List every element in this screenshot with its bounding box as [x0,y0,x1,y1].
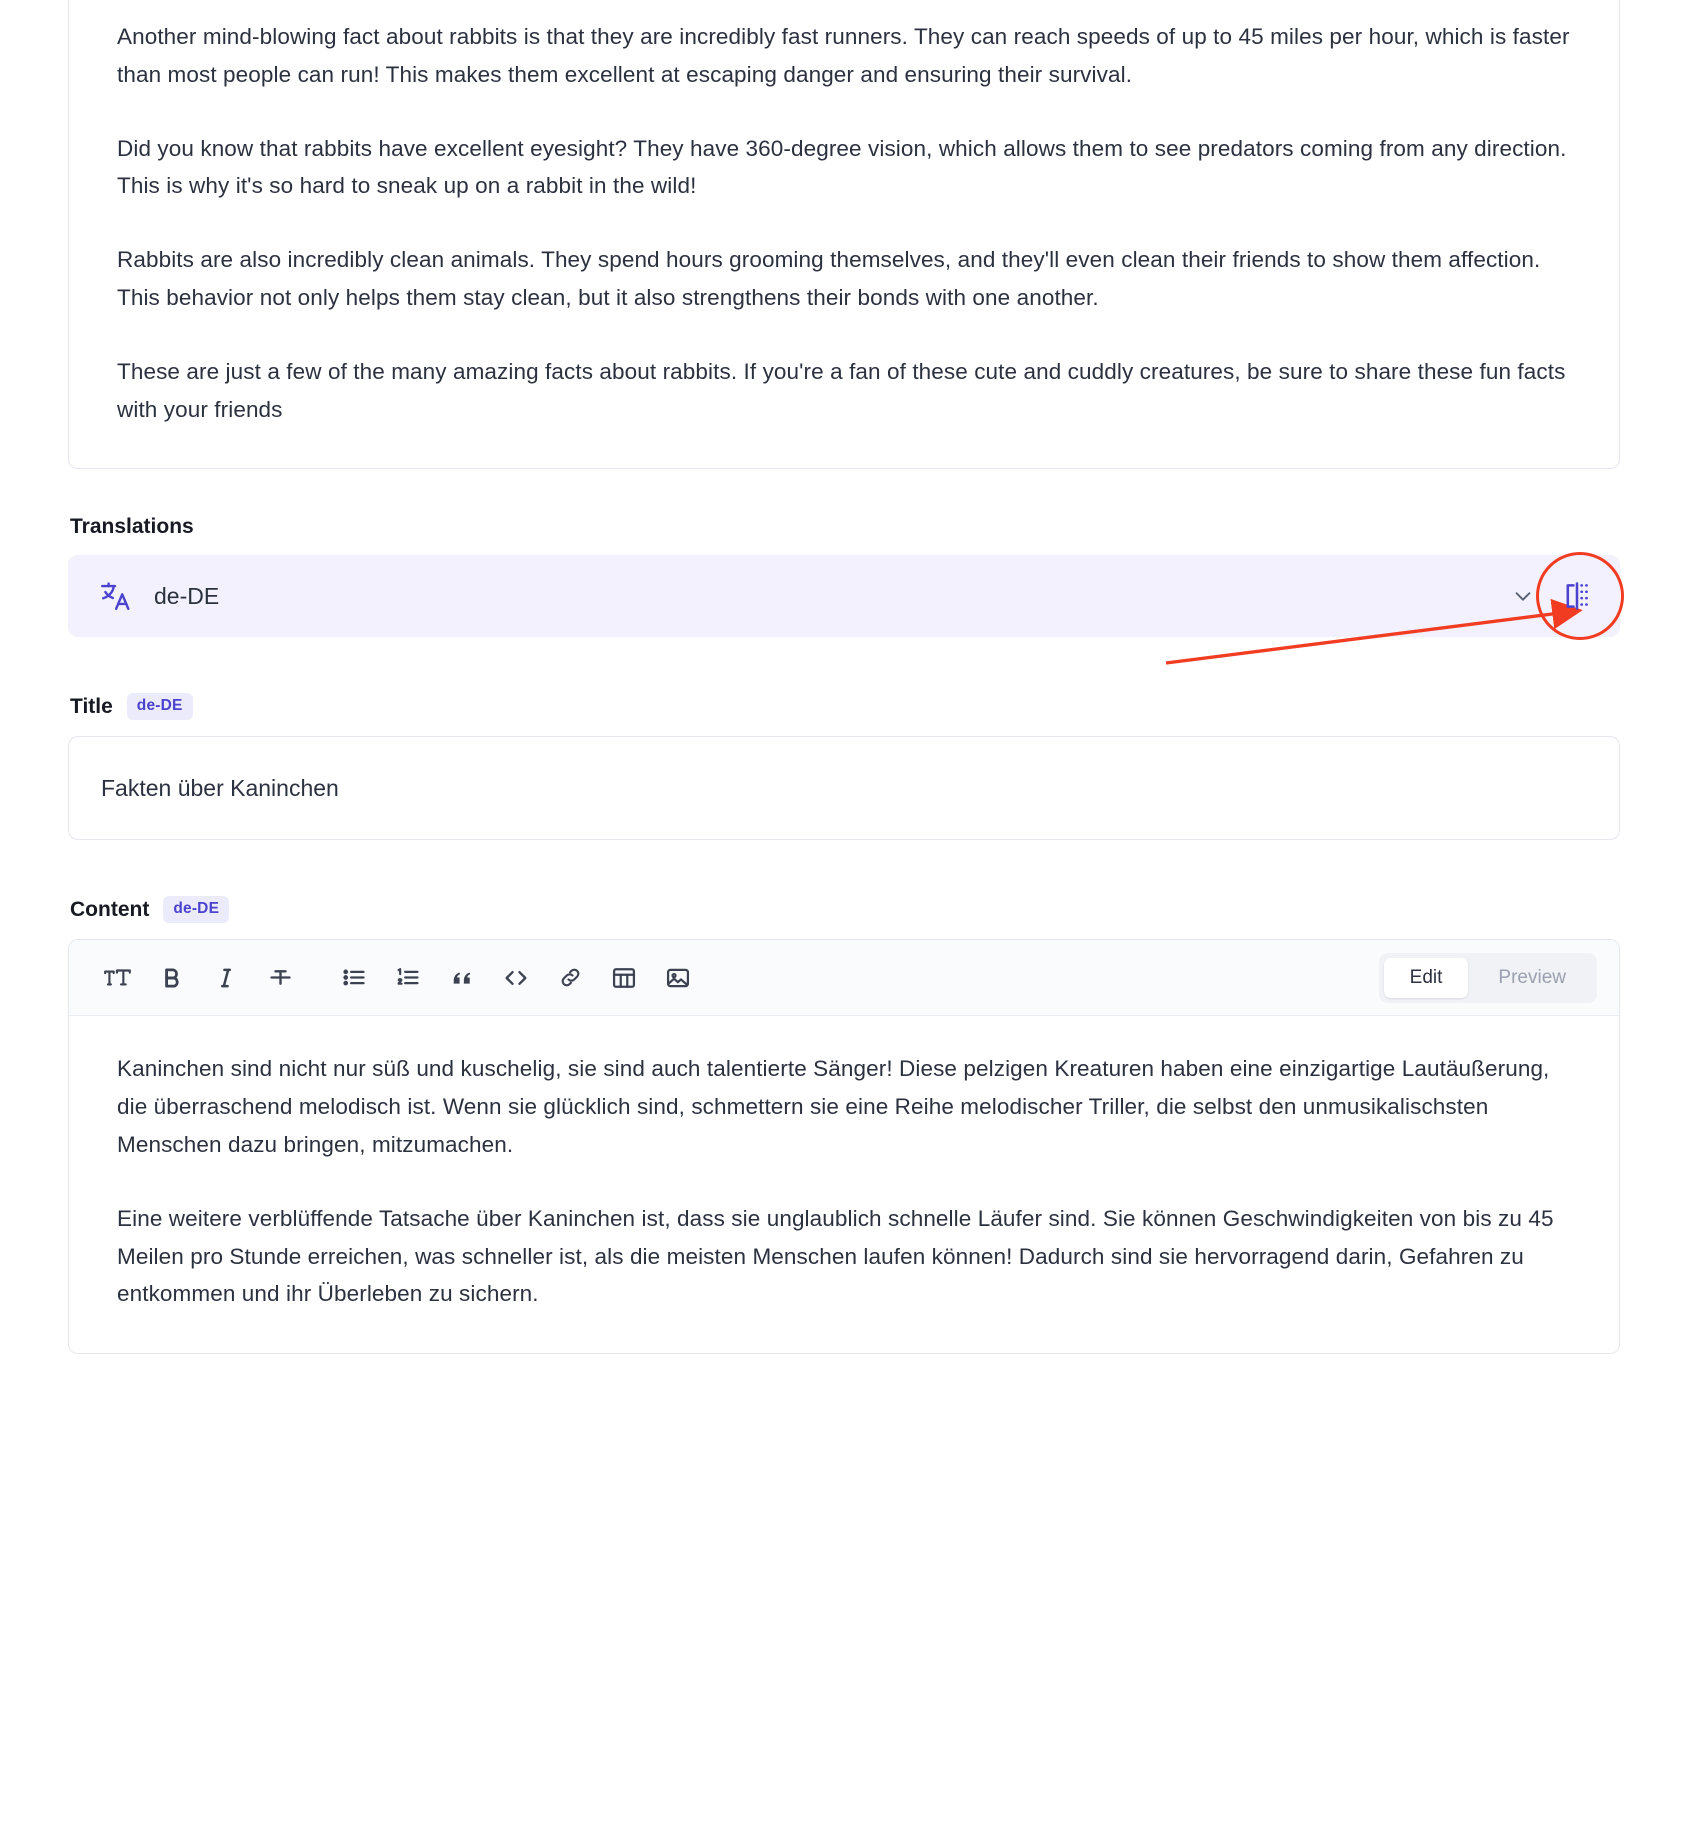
title-locale-badge: de-DE [127,693,193,720]
italic-icon[interactable] [203,955,249,1001]
bold-icon[interactable] [149,955,195,1001]
title-field-label-row [70,693,1620,720]
title-field-label: Title [70,694,113,718]
chevron-down-icon[interactable] [1512,585,1534,607]
content-locale-badge: de-DE [163,896,229,923]
translations-heading [70,515,1620,539]
split-view-icon[interactable] [1560,579,1594,613]
content-editor [68,939,1620,1354]
text-size-icon[interactable] [95,955,141,1001]
blockquote-icon[interactable] [439,955,485,1001]
table-icon[interactable] [601,955,647,1001]
content-paragraph: Eine weitere verblüffende Tatsache über Kaninchen ist, dass sie unglaublich schnelle Läufer sind. Sie können Geschwindigkeiten von bis zu 45 Meilen pro Stunde erreichen, was schneller ist, als die meisten Menschen laufen können! Dadurch sind sie hervorragend darin, Gefahren zu entkommen und ihr Überleben zu sichern. [117,1205,1554,1307]
content-paragraph: Kaninchen sind nicht nur süß und kuschelig, sie sind auch talentierte Sänger! Diese pelzigen Kreaturen haben eine einzigartige Lautäußerung, die überraschend melodisch ist. Wenn sie glücklich sind, schmettern sie eine Reihe melodischer Triller, die selbst den unmusikalischsten Menschen dazu bringen, mitzumachen. [117,1056,1550,1157]
source-paragraph: These are just a few of the many amazing facts about rabbits. If you're a fan of these cute and cuddly creatures, be sure to share these fun facts with your friends [117,358,1566,422]
source-paragraph: Did you know that rabbits have excellent eyesight? They have 360-degree vision, which allows them to see predators coming from any direction. This is why it's so hard to sneak up on a rabbit in the wild! [117,135,1567,199]
content-field-label: Content [70,897,150,921]
code-icon[interactable] [493,955,539,1001]
translations-heading-label: Translations [70,515,194,539]
selected-locale-label: de-DE [154,582,220,609]
source-paragraph: Another mind-blowing fact about rabbits is that they are incredibly fast runners. They can reach speeds of up to 45 miles per hour, which is faster than most people can run! This makes them excellent at escaping danger and ensuring their survival. [117,24,1570,87]
source-paragraph: Rabbits are also incredibly clean animals. They spend hours grooming themselves, and they'll even clean their friends to show them affection. This behavior not only helps them stay clean, but it also strengthens their bonds with one another. [117,247,1541,310]
translations-locale-group [98,579,219,613]
content-field-label-row [70,896,1620,923]
translations-actions [1512,579,1594,613]
editor-mode-preview[interactable]: Preview [1498,966,1566,988]
editor-mode-edit[interactable]: Edit [1384,958,1469,998]
image-icon[interactable] [655,955,701,1001]
content-editor-body[interactable] [69,1016,1619,1353]
title-input[interactable] [68,736,1620,840]
bulleted-list-icon[interactable] [331,955,377,1001]
editor-toolbar [69,940,1619,1016]
strikethrough-icon[interactable] [257,955,303,1001]
title-input-value: Fakten über Kaninchen [101,774,339,801]
translate-icon [98,579,132,613]
translations-selector-bar[interactable] [68,555,1620,637]
source-content-card [68,0,1620,469]
link-icon[interactable] [547,955,593,1001]
editor-mode-toggle [1379,953,1597,1003]
numbered-list-icon[interactable] [385,955,431,1001]
